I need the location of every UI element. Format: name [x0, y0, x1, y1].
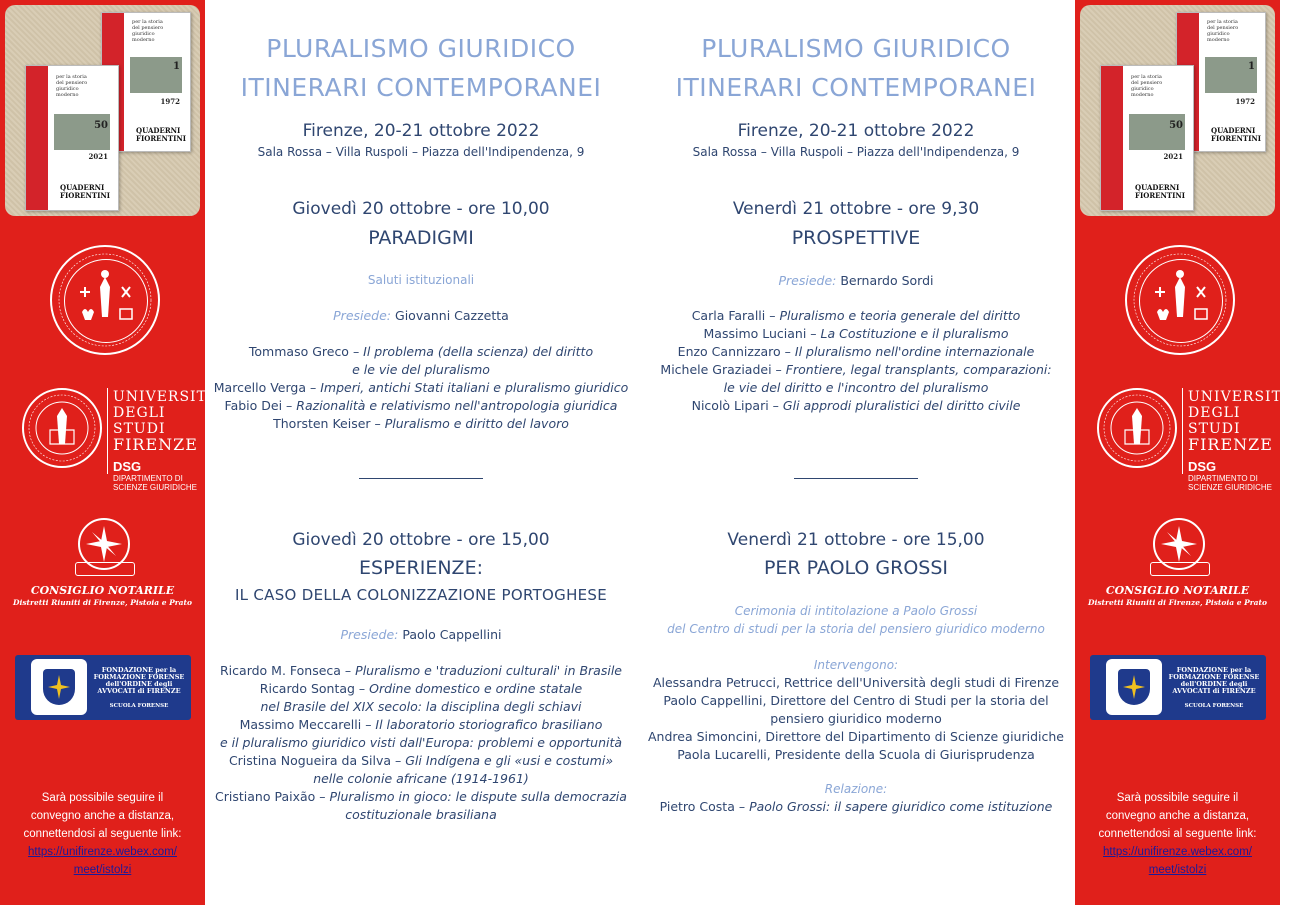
talk-item: Cristiano Paixão – Pluralismo in gioco: le dispute sulla democrazia [215, 789, 627, 804]
unifi-seal-logo [22, 388, 102, 468]
event-venue: Sala Rossa – Villa Ruspoli – Piazza dell'Indipendenza, 9 [692, 145, 1020, 159]
session-day: Giovedì 20 ottobre - ore 15,00 [292, 530, 550, 550]
ceremony-note: Cerimonia di intitolazione a Paolo Grossi del Centro di studi per la storia del pensiero giuridico moderno [667, 604, 1045, 636]
foundation-logo: FONDAZIONE per la FORMAZIONE FORENSE dell'ORDINE degli AVVOCATI di FIRENZE SCUOLA FORENSE [15, 655, 191, 720]
webex-link-2[interactable]: meet/istolzi [73, 864, 132, 876]
talk-item: Ricardo M. Fonseca – Pluralismo e 'traduzioni culturali' in Brasile [220, 663, 622, 678]
unifi-emblem-icon [1099, 390, 1175, 466]
notary-title: CONSIGLIO NOTARILE [1105, 584, 1250, 597]
session-day: Venerdì 21 ottobre - ore 15,00 [727, 530, 985, 550]
webex-link-2[interactable]: meet/istolzi [1148, 864, 1207, 876]
historical-seal-logo [50, 245, 160, 355]
talk-item: Massimo Luciani – La Costituzione e il pluralismo [703, 326, 1009, 341]
speaker-item: Andrea Simoncini, Direttore del Dipartimento di Scienze giuridiche [647, 729, 1064, 744]
speaker-item: Paolo Cappellini, Direttore del Centro di Studi per la storia del [663, 693, 1049, 708]
talk-item: nelle colonie africane (1914-1961) [313, 771, 529, 786]
session-chair: Presiede: Paolo Cappellini [340, 627, 502, 642]
notary-subtitle: Distretti Riuniti di Firenze, Pistoia e Prato [12, 598, 193, 607]
section-divider [359, 478, 483, 479]
talk-item: Fabio Dei – Razionalità e relativismo nell'antropologia giuridica [224, 398, 618, 413]
talk-item: Tommaso Greco – Il problema (della scienza) del diritto [248, 344, 594, 359]
webex-link[interactable]: https://unifirenze.webex.com/ [1103, 846, 1252, 858]
talk-item: Marcello Verga – Imperi, antichi Stati italiani e pluralismo giuridico [213, 380, 629, 395]
session-day: Venerdì 21 ottobre - ore 9,30 [732, 199, 980, 219]
notary-title: CONSIGLIO NOTARILE [30, 584, 175, 597]
talk-item: e le vie del pluralismo [352, 362, 490, 377]
right-sidebar [1075, 0, 1292, 905]
event-city-date: Firenze, 20-21 ottobre 2022 [737, 121, 975, 141]
talk-item: Nicolò Lipari – Gli approdi pluralistici del diritto civile [691, 398, 1021, 413]
book-back: per la storia del pensiero giuridico moderno 1 1972 QUADERNI FIORENTINI [1176, 12, 1266, 152]
book-back: per la storia del pensiero giuridico moderno 1 1972 QUADERNI FIORENTINI [101, 12, 191, 152]
talk-item: Massimo Meccarelli – Il laboratorio storiografico brasiliano [239, 717, 603, 732]
foundation-shield-icon [1118, 669, 1150, 705]
speakers-label: Intervengono: [813, 658, 899, 672]
session-subtitle: IL CASO DELLA COLONIZZAZIONE PORTOGHESE [234, 586, 608, 604]
journal-cover-image [5, 5, 200, 216]
session-title: PROSPETTIVE [791, 227, 921, 249]
unifi-wordmark: UNIVERSITÀ DEGLI STUDI FIRENZE DSG DIPARTIMENTO DI SCIENZE GIURIDICHE [113, 389, 218, 492]
foundation-shield-icon [43, 669, 75, 705]
session-title: ESPERIENZE: [359, 557, 483, 579]
foundation-logo: FONDAZIONE per la FORMAZIONE FORENSE dell'ORDINE degli AVVOCATI di FIRENZE SCUOLA FORENSE [1090, 655, 1266, 720]
session-day: Giovedì 20 ottobre - ore 10,00 [292, 199, 550, 219]
talk-item: le vie del diritto e l'incontro del pluralismo [723, 380, 989, 395]
talk-item: Carla Faralli – Pluralismo e teoria generale del diritto [691, 308, 1021, 323]
report-item: Pietro Costa – Paolo Grossi: il sapere giuridico come istituzione [659, 799, 1053, 814]
notary-ribbon [1150, 562, 1210, 576]
talk-list [205, 343, 637, 433]
report-label: Relazione: [824, 782, 888, 796]
talk-item: costituzionale brasiliana [345, 807, 497, 822]
left-sidebar [0, 0, 218, 905]
talk-item: e il pluralismo giuridico visti dall'Europa: problemi e opportunità [219, 735, 623, 750]
event-city-date: Firenze, 20-21 ottobre 2022 [302, 121, 540, 141]
talk-item: Enzo Cannizzaro – Il pluralismo nell'ordine internazionale [677, 344, 1035, 359]
remote-info: Sarà possibile seguire il convegno anche a distanza, connettendosi al seguente link: https://unifirenze.webex.com/ meet/istolzi [0, 789, 205, 879]
unifi-emblem-icon [24, 390, 100, 466]
notary-ribbon [75, 562, 135, 576]
session-chair: Presiede: Giovanni Cazzetta [333, 308, 509, 323]
talk-item: nel Brasile del XIX secolo: la disciplina degli schiavi [260, 699, 582, 714]
event-title-line2: ITINERARI CONTEMPORANEI [675, 73, 1037, 102]
speaker-item: Paola Lucarelli, Presidente della Scuola di Giurisprudenza [677, 747, 1035, 762]
book-front: per la storia del pensiero giuridico moderno 50 2021 QUADERNI FIORENTINI [25, 65, 119, 211]
session-title: PARADIGMI [368, 227, 474, 249]
greetings: Saluti istituzionali [367, 273, 475, 287]
notary-subtitle: Distretti Riuniti di Firenze, Pistoia e Prato [1087, 598, 1268, 607]
talk-list [205, 662, 637, 824]
session-chair: Presiede: Bernardo Sordi [778, 273, 934, 288]
remote-info: Sarà possibile seguire il convegno anche a distanza, connettendosi al seguente link: https://unifirenze.webex.com/ meet/istolzi [1075, 789, 1280, 879]
unifi-wordmark: UNIVERSITÀ DEGLI STUDI FIRENZE DSG DIPARTIMENTO DI SCIENZE GIURIDICHE [1188, 389, 1292, 492]
talk-item: Michele Graziadei – Frontiere, legal transplants, comparazioni: [660, 362, 1052, 377]
speaker-item: pensiero giuridico moderno [770, 711, 942, 726]
talk-item: Ricardo Sontag – Ordine domestico e ordine statale [259, 681, 583, 696]
speaker-item: Alessandra Petrucci, Rettrice dell'Università degli studi di Firenze [652, 675, 1060, 690]
talk-item: Cristina Nogueira da Silva – Gli Indígena e gli «usi e costumi» [228, 753, 614, 768]
webex-link[interactable]: https://unifirenze.webex.com/ [28, 846, 177, 858]
section-divider [794, 478, 918, 479]
book-front: per la storia del pensiero giuridico moderno 50 2021 QUADERNI FIORENTINI [1100, 65, 1194, 211]
unifi-seal-logo [1097, 388, 1177, 468]
event-title-line1: PLURALISMO GIURIDICO [266, 34, 576, 63]
talk-list [640, 307, 1072, 415]
session-title: PER PAOLO GROSSI [763, 557, 949, 579]
journal-cover-image [1080, 5, 1275, 216]
seal-emblem-icon [52, 247, 158, 353]
event-title-line2: ITINERARI CONTEMPORANEI [240, 73, 602, 102]
speaker-list [640, 674, 1072, 764]
seal-emblem-icon [1127, 247, 1233, 353]
event-venue: Sala Rossa – Villa Ruspoli – Piazza dell'Indipendenza, 9 [257, 145, 585, 159]
historical-seal-logo [1125, 245, 1235, 355]
event-title-line1: PLURALISMO GIURIDICO [701, 34, 1011, 63]
talk-item: Thorsten Keiser – Pluralismo e diritto del lavoro [273, 416, 569, 431]
